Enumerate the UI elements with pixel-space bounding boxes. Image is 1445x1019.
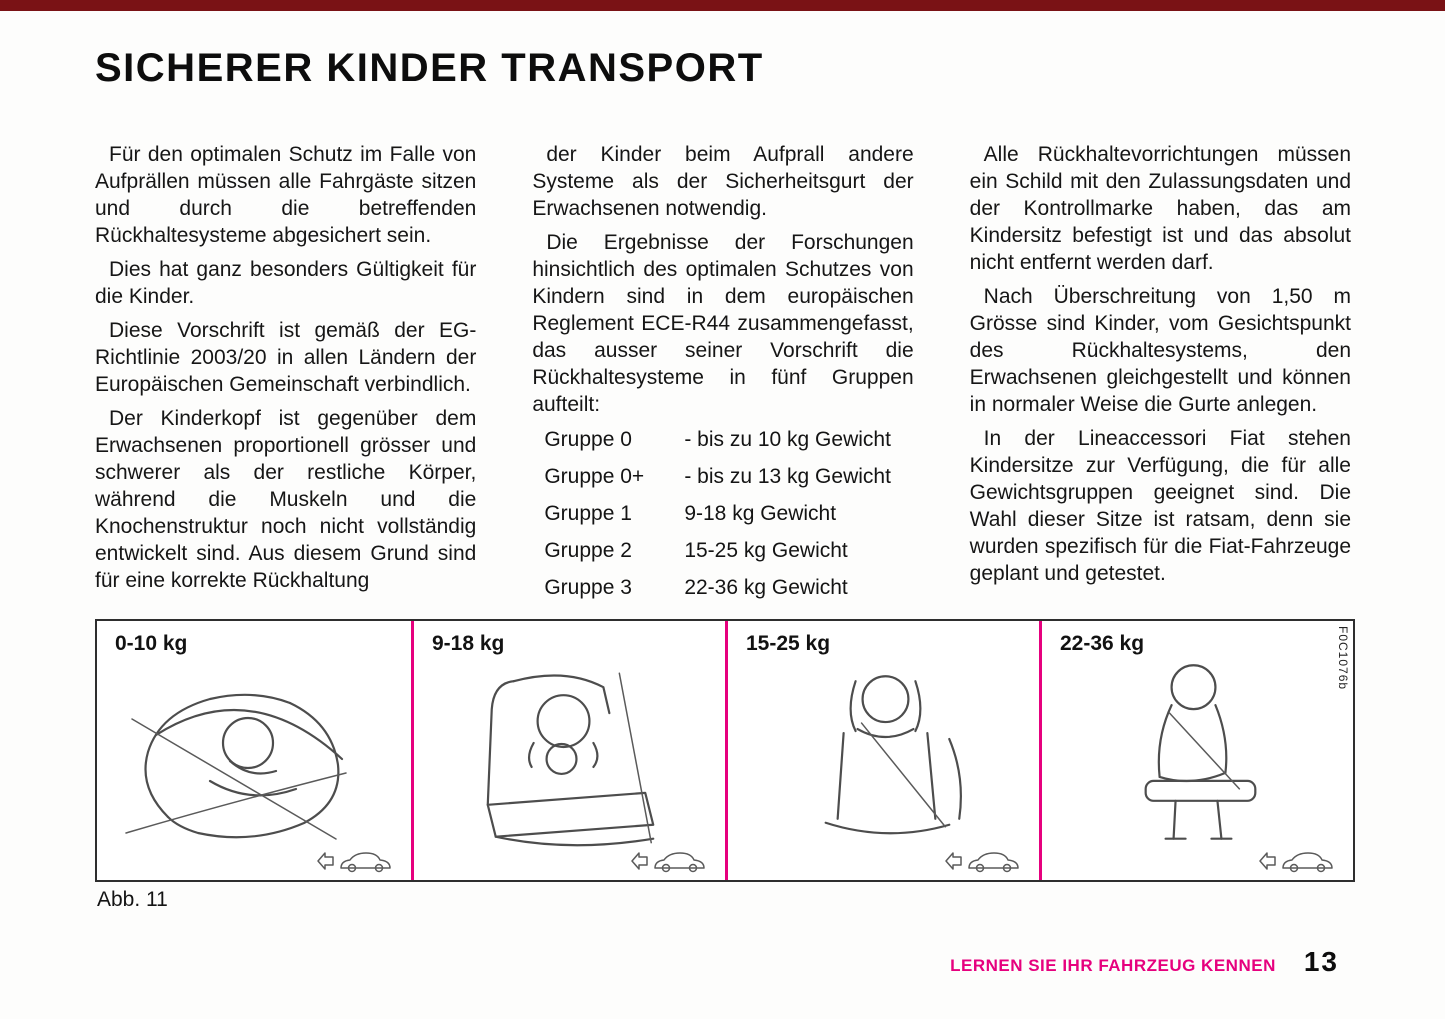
weight-groups-table [544, 426, 913, 601]
paragraph: Nach Überschreitung von 1,50 m Grösse sind Kinder, vom Gesichtspunkt des Rückhaltesystems, den Erwachsenen gleichgestellt und können in normaler Weise die Gurte anlegen. [969, 285, 1351, 416]
panel-weight-label: 15-25 kg [746, 632, 831, 655]
paragraph: In der Lineaccessori Fiat stehen Kindersitze zur Verfügung, die für alle Gewichtsgruppen geeignet sind. Die Wahl dieser Sitze ist ratsam, denn sie wurden spezifisch für die Fiat-Fahrzeuge geplant und getestet. [969, 427, 1351, 585]
car-direction-icon [1259, 848, 1341, 874]
text-column-3 [970, 141, 1351, 609]
car-direction-icon [317, 848, 399, 874]
group-name: Gruppe 2 [544, 539, 632, 562]
figure-caption: Abb. 11 [97, 888, 168, 911]
group-weight: 9-18 kg Gewicht [684, 502, 837, 525]
panel-weight-label: 22-36 kg [1060, 632, 1145, 655]
group-weight: 22-36 kg Gewicht [684, 576, 848, 599]
page-number: 13 [1303, 946, 1339, 977]
paragraph: Für den optimalen Schutz im Falle von Aufprällen müssen alle Fahrgäste sitzen und durch die betreffenden Rückhaltesysteme abgesichert sein. [95, 143, 477, 247]
panel-weight-label: 9-18 kg [432, 632, 505, 655]
top-accent-bar [0, 0, 1445, 11]
booster-cushion-illustration [1042, 647, 1353, 847]
panel-weight-label: 0-10 kg [115, 632, 188, 655]
child-seat-figure [95, 619, 1355, 882]
group-name: Gruppe 3 [544, 576, 632, 599]
group-name: Gruppe 1 [544, 502, 632, 525]
booster-backrest-illustration [728, 647, 1039, 847]
paragraph: Diese Vorschrift ist gemäß der EG-Richtlinie 2003/20 in allen Ländern der Europäischen Gemeinschaft verbindlich. [95, 319, 477, 396]
paragraph: der Kinder beim Aufprall andere Systeme als der Sicherheitsgurt der Erwachsenen notwendig. [532, 143, 914, 220]
figure-panel-group2 [725, 621, 1039, 880]
infant-carrier-illustration [97, 647, 411, 847]
figure-panel-group3 [1039, 621, 1353, 880]
group-weight: 15-25 kg Gewicht [684, 539, 848, 562]
figure-panel-group0 [97, 621, 411, 880]
footer-section-label: LERNEN SIE IHR FAHRZEUG KENNEN [950, 956, 1276, 975]
paragraph: Der Kinderkopf ist gegenüber dem Erwachsenen proportionell grösser und schwerer als der restliche Körper, während die Muskeln und die Knochenstruktur noch nicht vollständig entwickelt sind. Aus diesem Grund sind für eine korrekte Rückhaltung [95, 407, 477, 592]
paragraph: Alle Rückhaltevorrichtungen müssen ein Schild mit den Zulassungsdaten und der Kontrollmarke haben, das am Kindersitz befestigt ist und das absolut nicht entfernt werden darf. [969, 143, 1351, 274]
page-title: SICHERER KINDER TRANSPORT [95, 46, 764, 90]
page-footer [950, 946, 1339, 978]
group-name: Gruppe 0 [544, 428, 632, 451]
paragraph: Dies hat ganz besonders Gültigkeit für die Kinder. [95, 258, 477, 308]
car-direction-icon [631, 848, 713, 874]
group-name: Gruppe 0+ [544, 465, 645, 488]
text-column-2 [532, 141, 913, 609]
car-direction-icon [945, 848, 1027, 874]
text-columns [95, 141, 1351, 609]
paragraph: Die Ergebnisse der Forschungen hinsichtlich des optimalen Schutzes von Kindern sind in dem europäischen Reglement ECE-R44 zusammengefasst, das ausser seiner Vorschrift die Rückhaltesysteme in fünf Gruppen aufteilt: [532, 231, 914, 416]
figure-panel-group1 [411, 621, 725, 880]
group-weight: - bis zu 10 kg Gewicht [684, 428, 891, 451]
text-column-1 [95, 141, 476, 609]
figure-reference-code: F0C1076b [1336, 626, 1350, 691]
toddler-seat-illustration [414, 647, 725, 847]
group-weight: - bis zu 13 kg Gewicht [684, 465, 891, 488]
